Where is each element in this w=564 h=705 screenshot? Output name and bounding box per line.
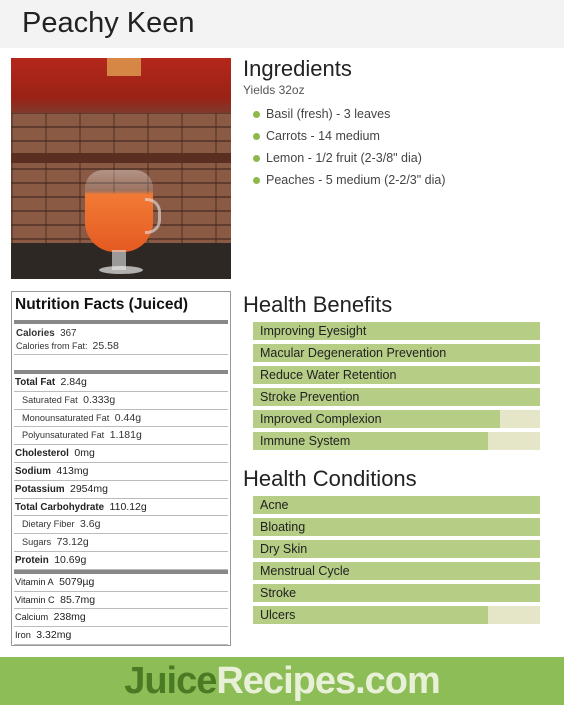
- calories-value: 367: [60, 328, 77, 339]
- condition-bar[interactable]: [253, 540, 540, 558]
- bar-label: Menstrual Cycle: [260, 564, 350, 578]
- health-conditions-list: [253, 496, 540, 628]
- health-benefits-list: [253, 322, 540, 454]
- calories-fat-value: 25.58: [92, 340, 119, 352]
- bar-label: Stroke: [260, 586, 297, 600]
- nutrition-row: [14, 552, 228, 570]
- glass-base: [99, 266, 143, 274]
- calories-fat-label: Calories from Fat:: [16, 341, 88, 351]
- nutrient-label: Sodium: [15, 465, 51, 477]
- nutrient-value: 3.32mg: [36, 629, 72, 642]
- nutrition-rows: [12, 374, 230, 645]
- nutrition-row: [14, 410, 228, 428]
- condition-bar[interactable]: [253, 496, 540, 514]
- nutrient-value: 10.69g: [54, 553, 87, 566]
- nutrition-row: [14, 392, 228, 410]
- recipe-title: Peachy Keen: [22, 7, 195, 39]
- juice-photo: [11, 58, 231, 279]
- nutrition-row: [14, 499, 228, 517]
- nutrition-row: [14, 463, 228, 481]
- nutrition-row: [14, 574, 228, 592]
- nutrient-label: Calcium: [15, 612, 49, 623]
- bar-label: Ulcers: [260, 608, 296, 622]
- bar-label: Improving Eyesight: [260, 324, 367, 338]
- nutrient-value: 5079µg: [59, 575, 95, 588]
- site-logo[interactable]: [0, 660, 564, 703]
- nutrient-label: Potassium: [15, 483, 65, 495]
- benefit-bar[interactable]: [253, 432, 540, 450]
- bar-label: Dry Skin: [260, 542, 308, 556]
- nutrient-value: 1.181g: [109, 429, 142, 442]
- nutrient-value: 413mg: [56, 464, 89, 477]
- nutrient-label: Polyunsaturated Fat: [22, 430, 105, 441]
- nutrient-value: 3.6g: [80, 518, 101, 531]
- bar-label: Bloating: [260, 520, 306, 534]
- ingredient-text: Lemon - 1/2 fruit (2-3/8" dia): [266, 151, 422, 165]
- calories-block: [14, 324, 228, 355]
- benefit-bar[interactable]: [253, 366, 540, 384]
- nutrition-title: Nutrition Facts (Juiced): [15, 296, 189, 313]
- bar-label: Immune System: [260, 434, 351, 448]
- bullet-icon: [253, 111, 260, 118]
- nutrient-value: 238mg: [53, 611, 86, 624]
- bullet-icon: [253, 177, 260, 184]
- condition-bar[interactable]: [253, 584, 540, 602]
- nutrient-value: 2.84g: [60, 376, 87, 388]
- nutrient-label: Iron: [15, 630, 31, 641]
- health-benefits-heading: Health Benefits: [243, 292, 393, 317]
- nutrient-label: Saturated Fat: [22, 394, 78, 405]
- health-conditions-heading: Health Conditions: [243, 466, 417, 491]
- ingredient-item: [253, 125, 553, 147]
- benefit-bar[interactable]: [253, 388, 540, 406]
- nutrient-label: Protein: [15, 554, 49, 566]
- yields-text: Yields 32oz: [243, 83, 305, 97]
- nutrition-row: [14, 534, 228, 552]
- benefit-bar[interactable]: [253, 410, 540, 428]
- nutrition-row: [14, 445, 228, 463]
- nutrition-row: [14, 481, 228, 499]
- nutrient-label: Dietary Fiber: [22, 519, 75, 530]
- nutrient-value: 110.12g: [109, 500, 147, 513]
- title-bar: [0, 0, 564, 48]
- nutrition-row: [14, 374, 228, 392]
- nutrient-value: 0mg: [74, 447, 95, 460]
- bar-label: Acne: [260, 498, 289, 512]
- ingredients-heading: Ingredients: [243, 56, 352, 81]
- nutrient-label: Monounsaturated Fat: [22, 412, 110, 423]
- juice-glass-icon: [85, 170, 153, 252]
- nutrient-label: Sugars: [22, 537, 52, 548]
- nutrient-value: 85.7mg: [60, 593, 96, 606]
- bullet-icon: [253, 133, 260, 140]
- ingredient-text: Basil (fresh) - 3 leaves: [266, 107, 391, 121]
- bar-label: Improved Complexion: [260, 412, 382, 426]
- nutrient-label: Vitamin C: [15, 594, 55, 605]
- thick-divider: [14, 355, 228, 374]
- lamp-light: [107, 58, 141, 76]
- nutrient-value: 0.44g: [114, 411, 142, 424]
- footer: [0, 657, 564, 705]
- ingredients-section: [243, 56, 553, 191]
- ingredient-list: [253, 103, 553, 191]
- ingredient-text: Carrots - 14 medium: [266, 129, 380, 143]
- nutrition-row: [14, 516, 228, 534]
- ingredient-item: [253, 103, 553, 125]
- logo-part-juice: Juice: [124, 660, 217, 702]
- bar-label: Reduce Water Retention: [260, 368, 397, 382]
- condition-bar[interactable]: [253, 562, 540, 580]
- nutrition-row: [14, 627, 228, 645]
- condition-bar[interactable]: [253, 518, 540, 536]
- benefit-bar[interactable]: [253, 322, 540, 340]
- nutrient-value: 0.333g: [83, 393, 116, 406]
- bar-label: Macular Degeneration Prevention: [260, 346, 447, 360]
- ingredient-item: [253, 169, 553, 191]
- ingredient-item: [253, 147, 553, 169]
- bar-label: Stroke Prevention: [260, 390, 360, 404]
- nutrition-row: [14, 609, 228, 627]
- condition-bar[interactable]: [253, 606, 540, 624]
- level-fill: [253, 496, 540, 514]
- nutrition-facts-panel: [11, 291, 231, 646]
- nutrient-label: Vitamin A: [15, 576, 54, 587]
- benefit-bar[interactable]: [253, 344, 540, 362]
- calories-label: Calories: [16, 328, 55, 339]
- nutrition-row: [14, 592, 228, 610]
- logo-part-recipes: Recipes.com: [216, 660, 440, 702]
- nutrient-value: 73.12g: [56, 536, 89, 549]
- ingredient-text: Peaches - 5 medium (2-2/3" dia): [266, 173, 446, 187]
- bullet-icon: [253, 155, 260, 162]
- nutrient-label: Cholesterol: [15, 448, 69, 460]
- nutrient-label: Total Carbohydrate: [15, 501, 105, 513]
- nutrient-value: 2954mg: [70, 482, 108, 495]
- nutrient-label: Total Fat: [15, 377, 56, 388]
- shelf: [11, 153, 231, 163]
- nutrition-row: [14, 427, 228, 445]
